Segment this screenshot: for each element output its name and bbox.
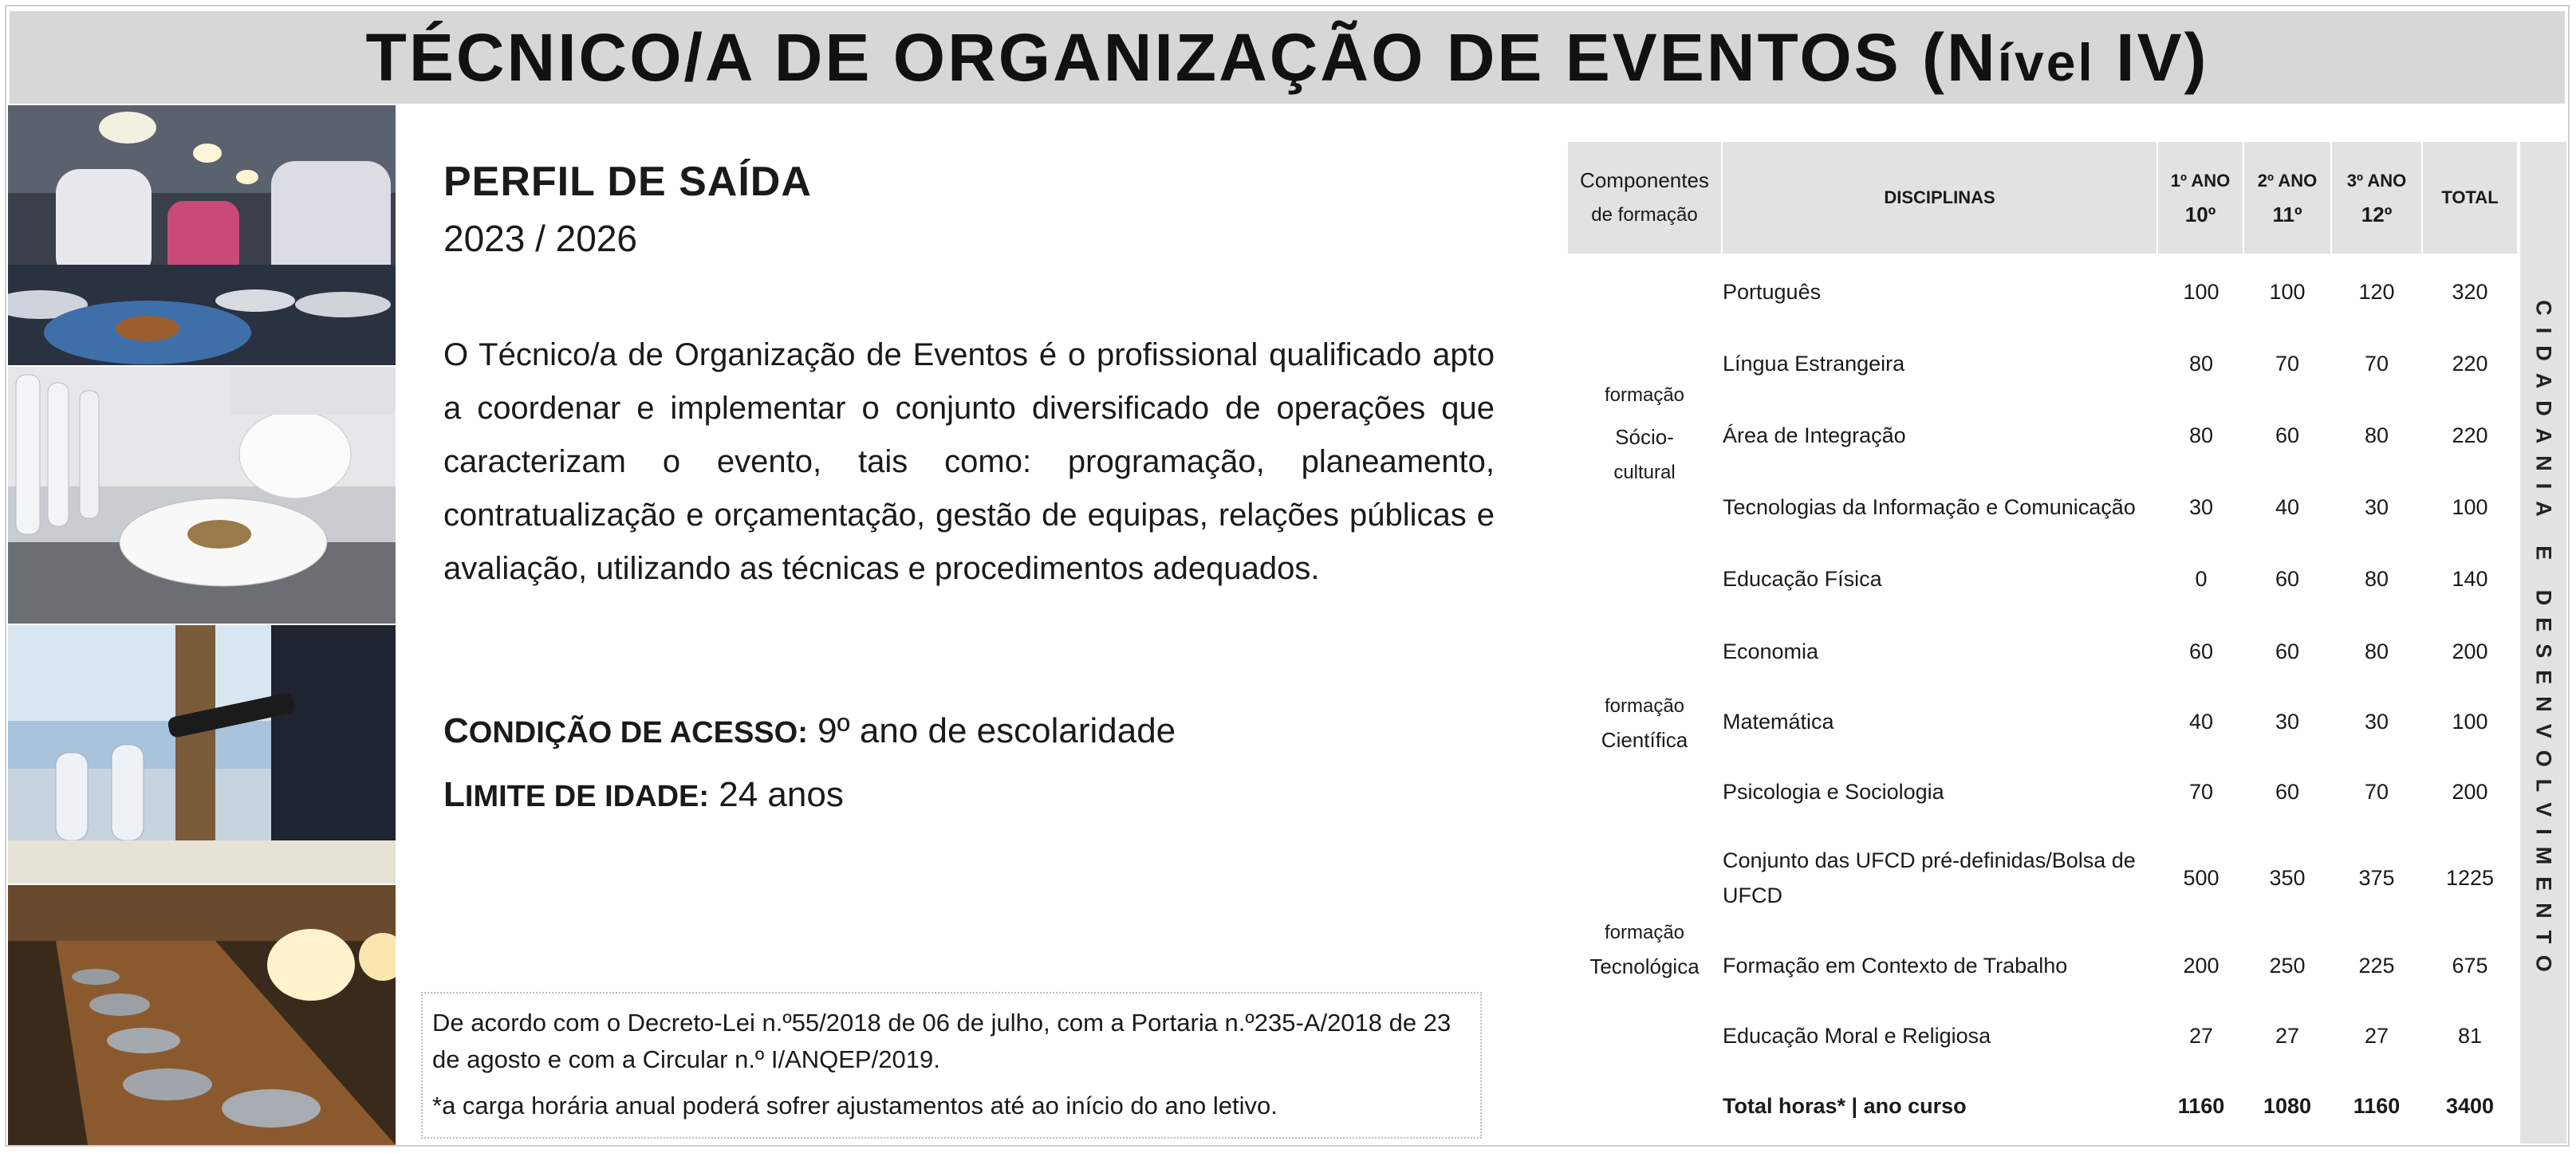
row-total: 320 — [2452, 280, 2488, 304]
row-y2: 40 — [2275, 495, 2300, 519]
photo-kitchen-chefs — [8, 105, 396, 365]
title-banner — [10, 11, 2565, 104]
row-name-cont: UFCD — [1723, 883, 1782, 907]
row-name: Educação Física — [1723, 567, 1882, 591]
row-total: 100 — [2452, 495, 2488, 519]
row-y1: 0 — [2195, 567, 2208, 591]
photo-banquet-table — [8, 885, 396, 1145]
access-label: CONDIÇÃO DE ACESSO: — [443, 711, 808, 750]
row-y2: 70 — [2275, 352, 2300, 376]
row-y2: 250 — [2269, 954, 2306, 978]
header-year2: 2º ANO 11º — [2257, 171, 2318, 226]
group-technological: formação Tecnológica — [1589, 922, 1700, 978]
row-name: Matemática — [1723, 710, 1834, 734]
row-y1: 70 — [2188, 780, 2214, 804]
group-scientific: formação Científica — [1601, 695, 1688, 752]
row-y1: 40 — [2188, 710, 2214, 734]
row-y2: 350 — [2269, 866, 2306, 890]
row-y1: 30 — [2188, 495, 2214, 519]
header-year3: 3º ANO 12º — [2346, 171, 2407, 226]
row-y2: 60 — [2275, 423, 2300, 447]
access-value: 9º ano de escolaridade — [807, 711, 1176, 750]
row-y3: 120 — [2358, 280, 2395, 304]
row-name: Área de Integração — [1723, 423, 1906, 447]
hours-adjustment-note: *a carga horária anual poderá sofrer ajustamentos até ao início do ano letivo. — [432, 1092, 1278, 1120]
row-y1: 27 — [2188, 1024, 2214, 1048]
row-total: 140 — [2452, 567, 2488, 591]
row-y1: 100 — [2183, 280, 2220, 304]
row-total: 220 — [2452, 423, 2488, 447]
row-y3: 30 — [2364, 495, 2389, 519]
age-value: 24 anos — [709, 775, 844, 814]
header-components: Componentes de formação — [1580, 168, 1709, 226]
row-name: Psicologia e Sociologia — [1723, 780, 1944, 804]
row-name: Formação em Contexto de Trabalho — [1723, 954, 2068, 978]
row-y3: 70 — [2364, 780, 2389, 804]
row-y2: 27 — [2275, 1024, 2300, 1048]
total-row-label: Total horas* | ano curso — [1723, 1094, 1967, 1118]
row-y3: 30 — [2364, 710, 2389, 734]
row-y2: 30 — [2275, 710, 2300, 734]
row-y2: 60 — [2275, 780, 2300, 804]
row-total: 81 — [2457, 1024, 2483, 1048]
group-sociocultural: formação Sócio- cultural — [1604, 384, 1685, 483]
row-y2: 60 — [2275, 567, 2300, 591]
row-y3: 80 — [2364, 639, 2389, 663]
row-total: 1225 — [2445, 866, 2495, 890]
row-total: 200 — [2452, 780, 2488, 804]
legal-note-box — [421, 992, 1482, 1139]
row-y3: 27 — [2364, 1024, 2389, 1048]
total-y2: 1080 — [2263, 1094, 2312, 1118]
row-total: 200 — [2452, 639, 2488, 663]
row-y1: 80 — [2188, 423, 2214, 447]
photo-wine-pouring — [8, 625, 396, 883]
total-y3: 1160 — [2353, 1094, 2401, 1118]
row-name: Português — [1723, 280, 1822, 304]
photo-teapot-soup — [8, 367, 396, 624]
row-y3: 70 — [2364, 352, 2389, 376]
legal-note-text: De acordo com o Decreto-Lei n.º55/2018 de 06 de julho, com a Portaria n.º235-A/2018 de 23 de agosto e com a Circular n.º I/ANQEP/2019. — [432, 1009, 1451, 1073]
header-disciplines: DISCIPLINAS — [1884, 187, 1995, 207]
row-name: Economia — [1723, 639, 1819, 663]
page-title: TÉCNICO/A DE ORGANIZAÇÃO DE EVENTOS (Nível IV) — [365, 19, 2209, 95]
age-limit — [443, 775, 844, 815]
header-year1: 1º ANO 10º — [2170, 171, 2231, 226]
row-y3: 80 — [2364, 423, 2389, 447]
row-y1: 60 — [2188, 639, 2214, 663]
row-y2: 100 — [2269, 280, 2306, 304]
profile-years: 2023 / 2026 — [443, 218, 638, 259]
row-y3: 375 — [2358, 866, 2395, 890]
row-y3: 225 — [2358, 954, 2395, 978]
row-total: 220 — [2452, 352, 2488, 376]
row-name: Tecnologias da Informação e Comunicação — [1723, 495, 2136, 519]
profile-description: O Técnico/a de Organização de Eventos é o profissional qualificado apto a coordenar e implementar o conjunto diversificado de operações que caracterizam o evento, tais como: programação, planeamento, contratualização e orçamentação, gestão de equipas, relações públicas e avaliação, utilizando as técnicas e procedimentos adequados. — [443, 337, 1495, 586]
row-y3: 80 — [2364, 567, 2389, 591]
row-y2: 60 — [2275, 639, 2300, 663]
row-name: Língua Estrangeira — [1723, 352, 1905, 376]
row-y1: 200 — [2183, 954, 2220, 978]
total-overall: 3400 — [2445, 1094, 2495, 1118]
row-y1: 500 — [2183, 866, 2220, 890]
header-total: TOTAL — [2441, 187, 2499, 207]
row-name: Conjunto das UFCD pré-definidas/Bolsa de — [1723, 848, 2136, 872]
row-y1: 80 — [2188, 352, 2214, 376]
age-label: LIMITE DE IDADE: — [443, 775, 710, 814]
row-total: 100 — [2452, 710, 2488, 734]
side-label-citizenship: CIDADANIA E DESENVOLVIMENTO — [2531, 300, 2556, 984]
profile-heading: PERFIL DE SAÍDA — [443, 159, 812, 205]
row-name: Educação Moral e Religiosa — [1723, 1024, 1991, 1048]
row-total: 675 — [2452, 954, 2488, 978]
total-y1: 1160 — [2177, 1094, 2225, 1118]
access-condition — [443, 711, 1176, 751]
